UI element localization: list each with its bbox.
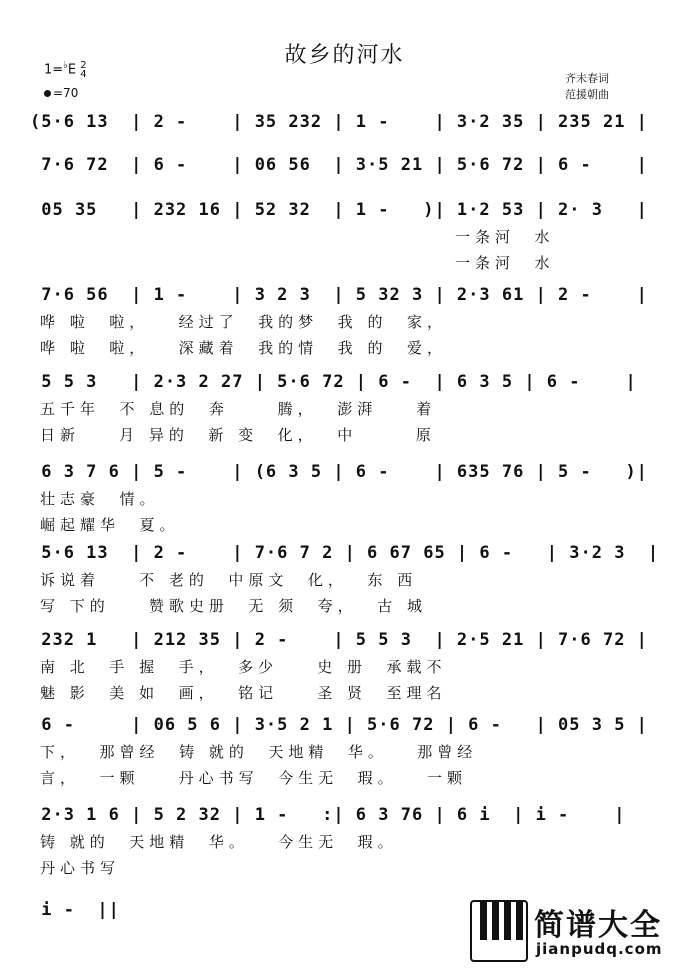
key-signature — [44, 60, 87, 79]
notation-row: 7·6 72 | 6 - | 06 56 | 3·5 21 | 5·6 72 | 6 - | — [30, 155, 648, 175]
notation-row: 5 5 3 | 2·3 2 27 | 5·6 72 | 6 - | 6 3 5 | 6 - | — [30, 372, 637, 392]
piano-keys-icon — [470, 900, 528, 962]
notation-row: 7·6 56 | 1 - | 3 2 3 | 5 32 3 | 2·3 61 | 2 - | — [30, 285, 648, 305]
notation-row: 05 35 | 232 16 | 52 32 | 1 - )| 1·2 53 | 2· 3 | — [30, 200, 648, 220]
watermark-url: jianpudq.com — [536, 940, 663, 958]
lyricist-credit: 齐未春词 — [565, 72, 609, 85]
notation-row: 5·6 13 | 2 - | 7·6 7 2 | 6 67 65 | 6 - | 3·2 3 | — [30, 543, 660, 563]
lyric-line: 哗 啦 啦， 经过了 我的梦 我 的 家， — [40, 313, 447, 331]
notation-row: i - || — [30, 900, 120, 920]
time-bottom: 4 — [80, 68, 87, 80]
lyric-line: 丹心书写 — [40, 859, 121, 877]
quarter-note-icon — [43, 89, 52, 98]
lyric-line: 一条河 水 — [455, 228, 555, 246]
time-top: 2 — [80, 59, 87, 71]
lyric-line: 铸 就的 天地精 华。 今生无 瑕。 — [40, 833, 398, 851]
lyric-line: 壮志豪 情。 — [40, 490, 160, 508]
tempo-mark — [44, 86, 78, 100]
lyric-line: 言， 一颗 丹心书写 今生无 瑕。 一颗 — [40, 769, 467, 787]
tempo-value: =70 — [53, 86, 79, 100]
lyric-line: 崛起耀华 夏。 — [40, 516, 180, 534]
notation-row: (5·6 13 | 2 - | 35 232 | 1 - | 3·2 35 | 235 21 | — [30, 112, 648, 132]
lyric-line: 南 北 手 握 手， 多少 史 册 承载不 — [40, 658, 447, 676]
score-title: 故乡的河水 — [284, 43, 405, 68]
watermark-logo — [470, 900, 680, 962]
key-label: 1= — [44, 62, 64, 78]
notation-row: 2·3 1 6 | 5 2 32 | 1 - :| 6 3 76 | 6 i | i - | — [30, 805, 626, 825]
lyric-line: 写 下的 赞歌史册 无 须 夸， 古 城 — [40, 597, 427, 615]
key-note: E — [67, 62, 77, 78]
composer-credit: 范援朝曲 — [565, 88, 609, 101]
lyric-line: 诉说着 不 老的 中原文 化， 东 西 — [40, 571, 418, 589]
lyric-line: 日新 月 异的 新 变 化， 中 原 — [40, 426, 436, 444]
notation-row: 232 1 | 212 35 | 2 - | 5 5 3 | 2·5 21 | 7·6 72 | — [30, 630, 648, 650]
lyric-line: 五千年 不 息的 奔 腾， 澎湃 着 — [40, 400, 437, 418]
notation-row: 6 - | 06 5 6 | 3·5 2 1 | 5·6 72 | 6 - | 05 3 5 | — [30, 715, 648, 735]
time-signature — [80, 61, 86, 79]
lyric-line: 哗 啦 啦， 深藏着 我的情 我 的 爱， — [40, 339, 447, 357]
watermark-brand: 简谱大全 — [534, 908, 662, 943]
lyric-line: 魅 影 美 如 画， 铭记 圣 贤 至理名 — [40, 684, 447, 702]
lyric-line: 一条河 水 — [455, 254, 555, 272]
notation-row: 6 3 7 6 | 5 - | (6 3 5 | 6 - | 635 76 | 5 - )| — [30, 462, 648, 482]
flat-sign: ♭ — [63, 60, 68, 71]
lyric-line: 下， 那曾经 铸 就的 天地精 华。 那曾经 — [40, 743, 478, 761]
